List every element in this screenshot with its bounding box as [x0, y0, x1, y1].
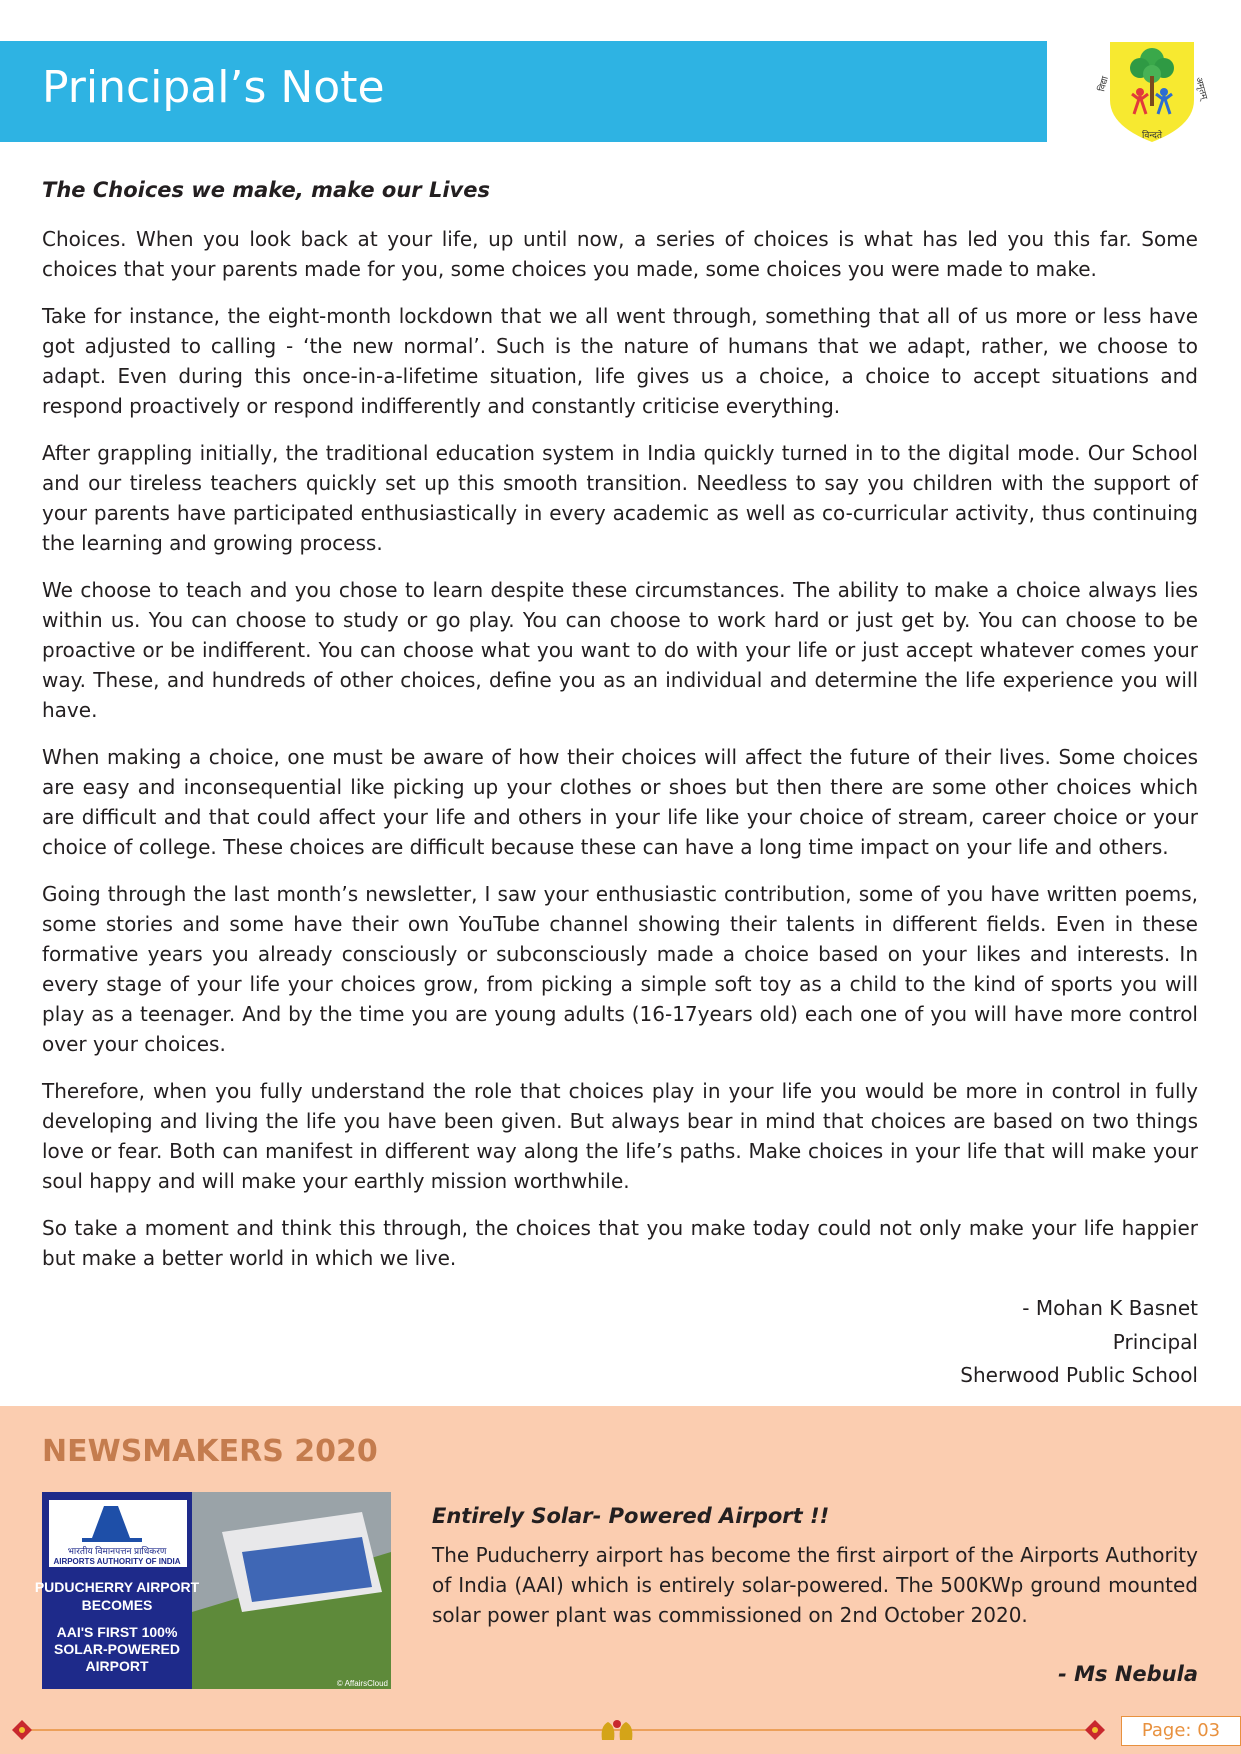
- image-sub-1: AAI'S FIRST 100%: [56, 1624, 178, 1640]
- signature-role: Principal: [1112, 1329, 1198, 1354]
- image-credit: © AffairsCloud: [336, 1679, 388, 1688]
- paragraph: We choose to teach and you chose to learn despite these circumstances. The ability to make a choice always lies within us. You can choose to study or go play. You can choose to work hard or just get by. You can choose to be proactive or be indifferent. You can choose what you want to do with your life or just accept whatever comes your way. These, and hundreds of other choices, define you as an individual and determine the life experience you will have.: [42, 578, 1198, 722]
- news-author: - Ms Nebula: [1058, 1662, 1198, 1686]
- airport-news-image: [34, 1492, 391, 1689]
- news-headline: Entirely Solar- Powered Airport !!: [432, 1504, 830, 1528]
- logo-left-text: विद्या: [1096, 75, 1110, 93]
- image-headline-1: PUDUCHERRY AIRPORT: [34, 1579, 200, 1595]
- paragraph: Going through the last month’s newsletter, I saw your enthusiastic contribution, some of you have written poems, some stories and some have their own YouTube channel showing their talents in different fields. Even in these formative years you already consciously or subconsciously made a choice based on your likes and interests. In every stage of your life your choices grow, from picking a simple soft toy as a child to the kind of sports you will play as a teenager. And by the time you are young adults (16-17years old) each one of you will have more control over your choices.: [42, 882, 1198, 1056]
- signature-block: [42, 1292, 1198, 1393]
- image-sub-2: SOLAR-POWERED: [54, 1641, 180, 1657]
- image-headline-2: BECOMES: [81, 1597, 153, 1613]
- newsmakers-title: NEWSMAKERS 2020: [42, 1434, 378, 1469]
- signature-name: - Mohan K Basnet: [1022, 1296, 1198, 1320]
- newsmakers-section: [0, 1406, 1241, 1754]
- image-authority: AIRPORTS AUTHORITY OF INDIA: [53, 1557, 181, 1566]
- page-number: Page: 03: [1121, 1716, 1241, 1746]
- school-logo: [1096, 38, 1210, 146]
- paragraph: After grappling initially, the traditional education system in India quickly turned in to the digital mode. Our School and our tireless teachers quickly set up this smooth transition. Needless to say you children with the support of your parents have participated enthusiastically in every academic as well as co-curricular activity, thus continuing the learning and growing process.: [42, 441, 1198, 555]
- paragraph: So take a moment and think this through, the choices that you make today could not only make your life happier but make a better world in which we live.: [42, 1216, 1198, 1270]
- news-body: The Puducherry airport has become the first airport of the Airports Authority of India (AAI) which is entirely solar-powered. The 500KWp ground mounted solar power plant was commissioned on 2nd October 2020.: [432, 1543, 1198, 1627]
- image-hindi-authority: भारतीय विमानपत्तन प्राधिकरण: [67, 1546, 167, 1556]
- logo-right-text: अमृतम्: [1194, 75, 1210, 101]
- header-banner: [0, 41, 1047, 142]
- footer-ornament: [0, 1716, 1241, 1746]
- paragraph: Choices. When you look back at your life, up until now, a series of choices is what has led you this far. Some choices that your parents made for you, some choices you made, some choices you were made to make.: [42, 227, 1198, 281]
- logo-bottom-text: विन्दते: [1141, 130, 1163, 140]
- paragraph: Take for instance, the eight-month lockdown that we all went through, something that all of us more or less have got adjusted to calling - ‘the new normal’. Such is the nature of humans that we adapt, rather, we choose to adapt. Even during this once-in-a-lifetime situation, life gives us a choice, a choice to accept situations and respond proactively or respond indifferently and constantly criticise everything.: [42, 304, 1198, 418]
- signature-school: Sherwood Public School: [960, 1363, 1198, 1387]
- page-title: Principal’s Note: [42, 62, 385, 113]
- paragraph: When making a choice, one must be aware of how their choices will affect the future of their lives. Some choices are easy and inconsequential like picking up your clothes or shoes but then there are some other choices which are difficult and that could affect your life and others in your life like your choice of stream, career choice or your choice of college. These choices are difficult because these can have a long time impact on your life and others.: [42, 745, 1198, 859]
- image-sub-3: AIRPORT: [85, 1658, 149, 1674]
- note-subtitle: The Choices we make, make our Lives: [42, 178, 490, 202]
- principal-note-body: [42, 176, 1198, 1393]
- paragraph: Therefore, when you fully understand the role that choices play in your life you would be more in control in fully developing and living the life you have been given. But always bear in mind that choices are based on two things love or fear. Both can manifest in different way along the life’s paths. Make choices in your life that will make your soul happy and will make your earthly mission worthwhile.: [42, 1079, 1198, 1193]
